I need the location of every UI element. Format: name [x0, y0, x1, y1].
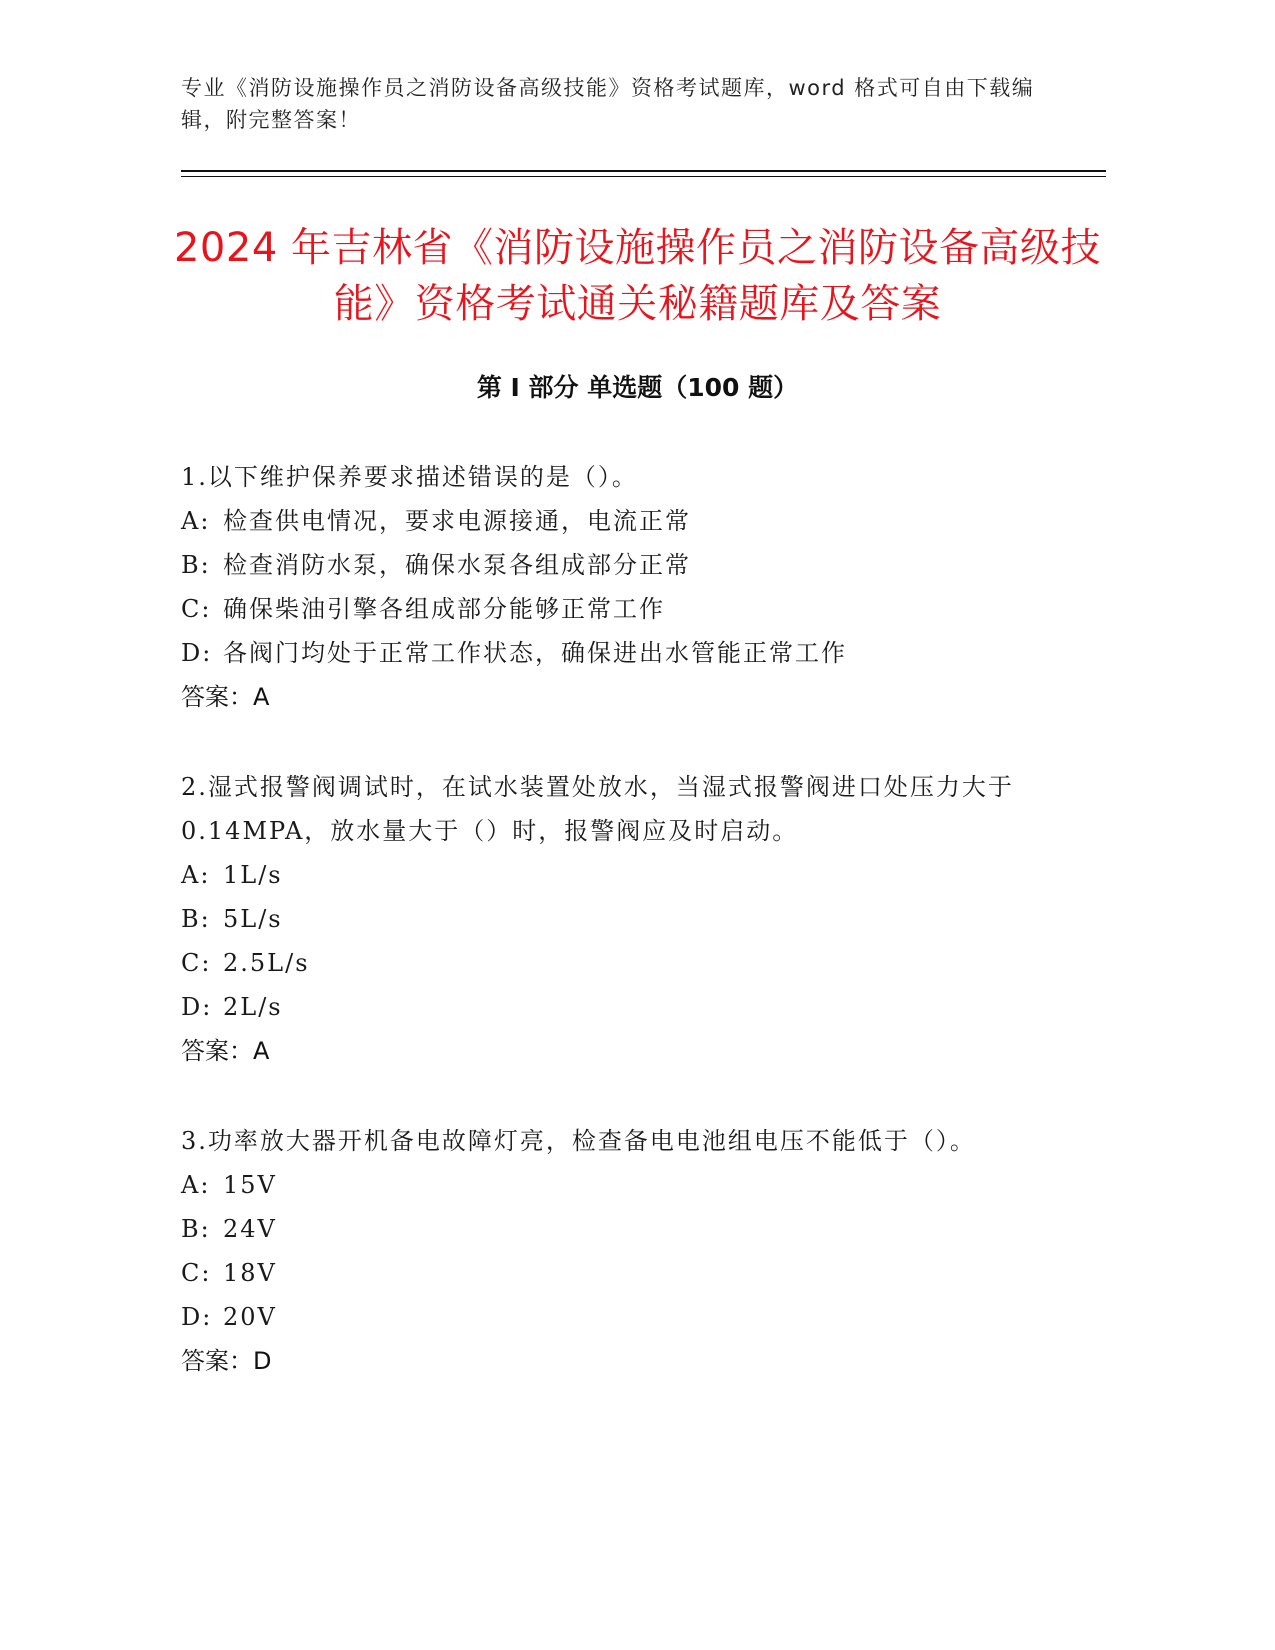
option-key: B: [181, 551, 211, 579]
option-key: D: [181, 993, 213, 1021]
question-stem: 2.湿式报警阀调试时，在试水装置处放水，当湿式报警阀进口处压力大于 0.14MPA，放水量大于（）时，报警阀应及时启动。 [181, 773, 1014, 845]
option-text: 24V [223, 1215, 277, 1243]
option-key: C: [181, 595, 212, 623]
header-divider-thick [181, 170, 1106, 172]
option-key: C: [181, 1259, 212, 1287]
option-key: C: [181, 949, 212, 977]
option-b [181, 897, 1041, 941]
option-text: 2L/s [223, 993, 283, 1021]
option-a [181, 853, 1041, 897]
option-key: B: [181, 905, 211, 933]
option-text: 各阀门均处于正常工作状态，确保进出水管能正常工作 [223, 639, 847, 667]
option-key: A: [181, 1171, 211, 1199]
option-key: D: [181, 639, 213, 667]
header-note: 专业《消防设施操作员之消防设备高级技能》资格考试题库，word 格式可自由下载编辑，附完整答案！ [181, 76, 1035, 132]
option-a [181, 499, 1041, 543]
option-key: B: [181, 1215, 211, 1243]
option-d [181, 631, 1041, 675]
option-c [181, 941, 1041, 985]
option-d [181, 985, 1041, 1029]
option-b [181, 543, 1041, 587]
question-3 [181, 1119, 1041, 1383]
option-text: 15V [223, 1171, 277, 1199]
option-key: D: [181, 1303, 213, 1331]
option-key: A: [181, 507, 211, 535]
question-stem: 1.以下维护保养要求描述错误的是（）。 [181, 463, 638, 491]
answer-line: 答案：D [181, 1347, 272, 1375]
option-text: 检查供电情况，要求电源接通，电流正常 [223, 507, 691, 535]
header-divider-thin [181, 176, 1106, 177]
answer-line: 答案：A [181, 683, 270, 711]
option-a [181, 1163, 1041, 1207]
option-text: 2.5L/s [223, 949, 310, 977]
option-text: 20V [223, 1303, 277, 1331]
option-b [181, 1207, 1041, 1251]
option-text: 18V [223, 1259, 277, 1287]
option-text: 检查消防水泵，确保水泵各组成部分正常 [223, 551, 691, 579]
option-c [181, 587, 1041, 631]
question-list [181, 455, 1041, 1429]
question-1 [181, 455, 1041, 719]
question-stem: 3.功率放大器开机备电故障灯亮，检查备电电池组电压不能低于（）。 [181, 1127, 976, 1155]
section-heading: 第 I 部分 单选题（100 题） [476, 373, 799, 402]
option-key: A: [181, 861, 211, 889]
option-text: 1L/s [223, 861, 283, 889]
option-d [181, 1295, 1041, 1339]
question-2 [181, 765, 1041, 1073]
option-c [181, 1251, 1041, 1295]
document-title: 2024 年吉林省《消防设施操作员之消防设备高级技能》资格考试通关秘籍题库及答案 [173, 225, 1101, 327]
answer-line: 答案：A [181, 1037, 270, 1065]
option-text: 确保柴油引擎各组成部分能够正常工作 [223, 595, 665, 623]
option-text: 5L/s [223, 905, 283, 933]
